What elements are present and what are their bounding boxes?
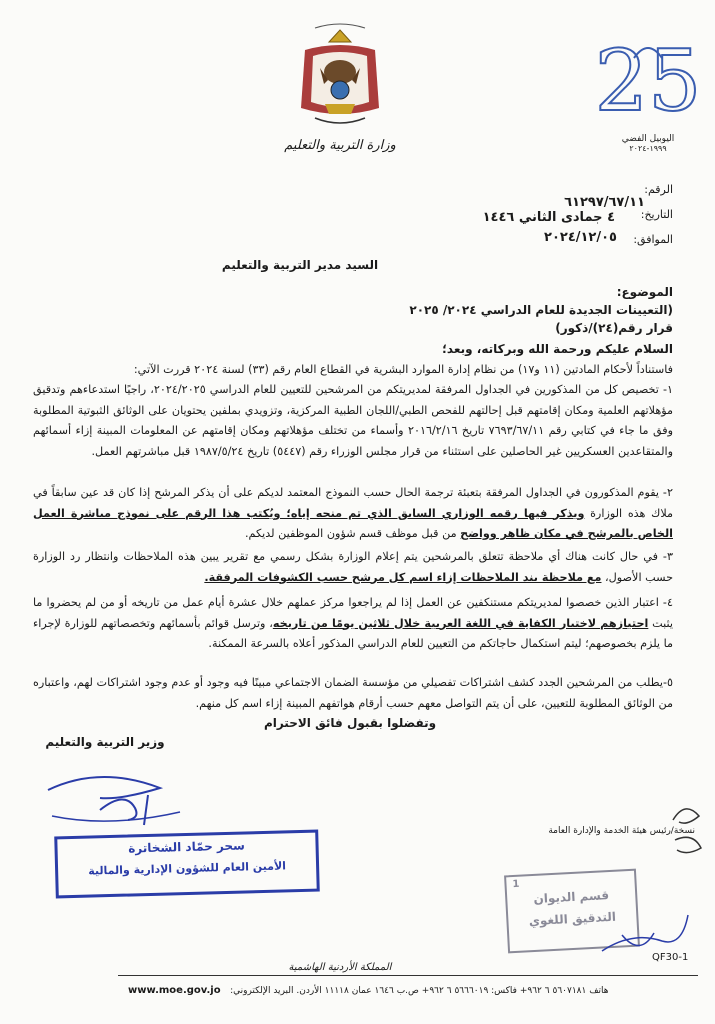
- footer-kingdom: المملكة الأردنية الهاشمية: [240, 962, 440, 973]
- corresponding-value: ٢٠٢٤/١٢/٠٥: [544, 230, 617, 245]
- stamp-department: قسم الديوان: [533, 888, 610, 906]
- corresponding-label: الموافق:: [633, 233, 673, 246]
- item-4-text-a: ٤- اعتبار الذين خصصوا لمديريتكم مستنكفين عن العمل إذا لم يراجعوا مركز عملهم خلال عشرة أيام عمل من تاريخه أو من لم يحضروا ما يثبت: [33, 596, 673, 630]
- footer-website[interactable]: www.moe.gov.jo: [128, 985, 221, 996]
- item-2-emphasis: ويذكر فيها رقمه الوزاري السابق الذي تم منحه إياه؛ ويُكتب هذا الرقم على نموذج مباشرة العمل الخاص بالمرشح في مكان ظاهر وواضح: [33, 506, 673, 540]
- jubilee-number: 25: [594, 32, 702, 130]
- item-3-emphasis: مع ملاحظة بند الملاحظات إزاء اسم كل مرشح حسب الكشوفات المرفقة.: [204, 570, 602, 584]
- closing: وتفضلوا بقبول فائق الاحترام: [263, 716, 437, 730]
- item-5: ٥-يطلب من المرشحين الجدد كشف اشتراكات تفصيلي من مؤسسة الضمان الاجتماعي مبينًا فيه وجود أو عدم وجود اشتراكات لهم، واعتباره من الوثائق المطلوبة للتعيين، على أن يتم التواصل معهم حسب أرقام هواتفهم المبينة إزاء اسم كل منهم.: [33, 676, 673, 710]
- stamp-title: الأمين العام للشؤون الإدارية والمالية: [88, 859, 287, 878]
- footer-address: هاتف ٥٦٠٧١٨١ ٦ ٩٦٢+ فاكس: ٥٦٦٦٠١٩ ٦ ٩٦٢+ ص.ب ١٦٤٦ عمان ١١١١٨ الأردن. البريد الإلكتروني:: [230, 986, 609, 996]
- date-label: التاريخ:: [640, 208, 673, 221]
- signature-icon: [40, 770, 190, 830]
- subject-line-2: قرار رقم(٢٤)/ذكور): [555, 321, 673, 335]
- item-4-text-c: ، وترسل قوائم بأسمائهم وتخصصاتهم للوزارة لإجراء ما يلزم بخصوصهم؛ ليتم استكمال حاجاتكم من التعيين للعام الدراسي المذكور أعلاه بالسرعة الممكنة.: [33, 616, 673, 650]
- ref-value: ٦١٢٩٧/٦٧/١١: [564, 195, 645, 210]
- item-4: [33, 593, 673, 655]
- copy-note: نسخة/رئيس هيئة الخدمة والإدارة العامة: [548, 826, 695, 836]
- stamp-number: 1: [512, 878, 520, 891]
- silver-jubilee-logo: [594, 28, 702, 164]
- ministry-name: وزارة التربية والتعليم: [284, 138, 396, 153]
- stamp-name: سحر حمّاد الشخاترة: [128, 838, 246, 856]
- jubilee-label: اليوبيل الفضي: [621, 134, 675, 144]
- subject-label: الموضوع:: [616, 285, 673, 299]
- signatory-title: وزير التربية والتعليم: [45, 735, 165, 749]
- jubilee-years: ١٩٩٩-٢٠٢٤: [629, 144, 667, 153]
- item-2-text-a: ٢- يقوم المذكورون في الجداول المرفقة بتعبئة ترجمة الحال حسب النموذج المعتمد لديكم على أن يذكر المرشح إذا كان قد عين سابقاً في ملاك هذه الوزارة: [33, 486, 674, 520]
- date-value: ٤ جمادى الثاني ١٤٤٦: [482, 210, 615, 225]
- footer-contact: [128, 985, 698, 996]
- item-3-text-a: ٣- في حال كانت هناك أي ملاحظة تتعلق بالمرشحين يتم إعلام الوزارة بشكل رسمي مع تقرير يبين هذه الملاحظات وانتظار رد الوزارة حسب الأصول،: [33, 550, 673, 584]
- ministry-header: [270, 20, 410, 170]
- jordan-crest-icon: [295, 20, 385, 130]
- item-4-emphasis: اجتيازهم لاختبار الكفاية في اللغة العربية خلال ثلاثين يومًا من تاريخه: [272, 616, 649, 630]
- subject-line-1: (التعيينات الجديدة للعام الدراسي ٢٠٢٤/ ٢٠٢٥: [409, 303, 673, 317]
- item-1: ١- تخصيص كل من المذكورين في الجداول المرفقة لمديريتكم من المرشحين للتعيين للعام الدراسي ٢٠٢٤/٢٠٢٥، راجيًا استدعاءهم وتدقيق مؤهلاتهم العلمية ومكان إقامتهم قبل إحالتهم للفحص الطبي/اللجان الطبية المركزية، وتزويدي بملفين يحتويان على الوثائق الثبوتية المطلوبة وفق ما جاء في كتابي رقم ٧٦٩٣/٦٧/١١ تاريخ ٢٠١٦/٢/١٦ وأسماء من تختلف مؤهلاتهم ومكان إقامتهم عن المعلومات المبينة إزاء أسمائهم والمتقاعدين العسكريين غير الحاصلين على استثناء من قرار مجلس الوزراء رقم (٥٤٤٧) تاريخ ١٩٨٧/٥/٢٤ قبل مباشرتهم العمل.: [33, 383, 674, 458]
- secretary-general-stamp: [54, 830, 320, 899]
- greeting: السلام عليكم ورحمة الله وبركاته، وبعد؛: [442, 342, 673, 356]
- form-code: QF30-1: [652, 952, 689, 963]
- addressee: السيد مدير التربية والتعليم: [221, 258, 379, 272]
- item-2: [33, 483, 673, 545]
- item-2-text-c: من قبل موظف قسم شؤون الموظفين لديكم.: [244, 527, 461, 540]
- item-3: [33, 547, 673, 588]
- intro-paragraph: فاستناداً لأحكام المادتين (١١ و١٧) من نظام إدارة الموارد البشرية في القطاع العام رقم (٣٣) لسنة ٢٠٢٤ قررت الآتي:: [133, 363, 673, 376]
- initials-icon: [665, 798, 710, 860]
- stamp-unit: التدقيق اللغوي: [528, 909, 617, 929]
- ref-label: الرقم:: [644, 183, 673, 196]
- footer-divider: [118, 975, 698, 976]
- jubilee-emblem-icon: [594, 28, 702, 130]
